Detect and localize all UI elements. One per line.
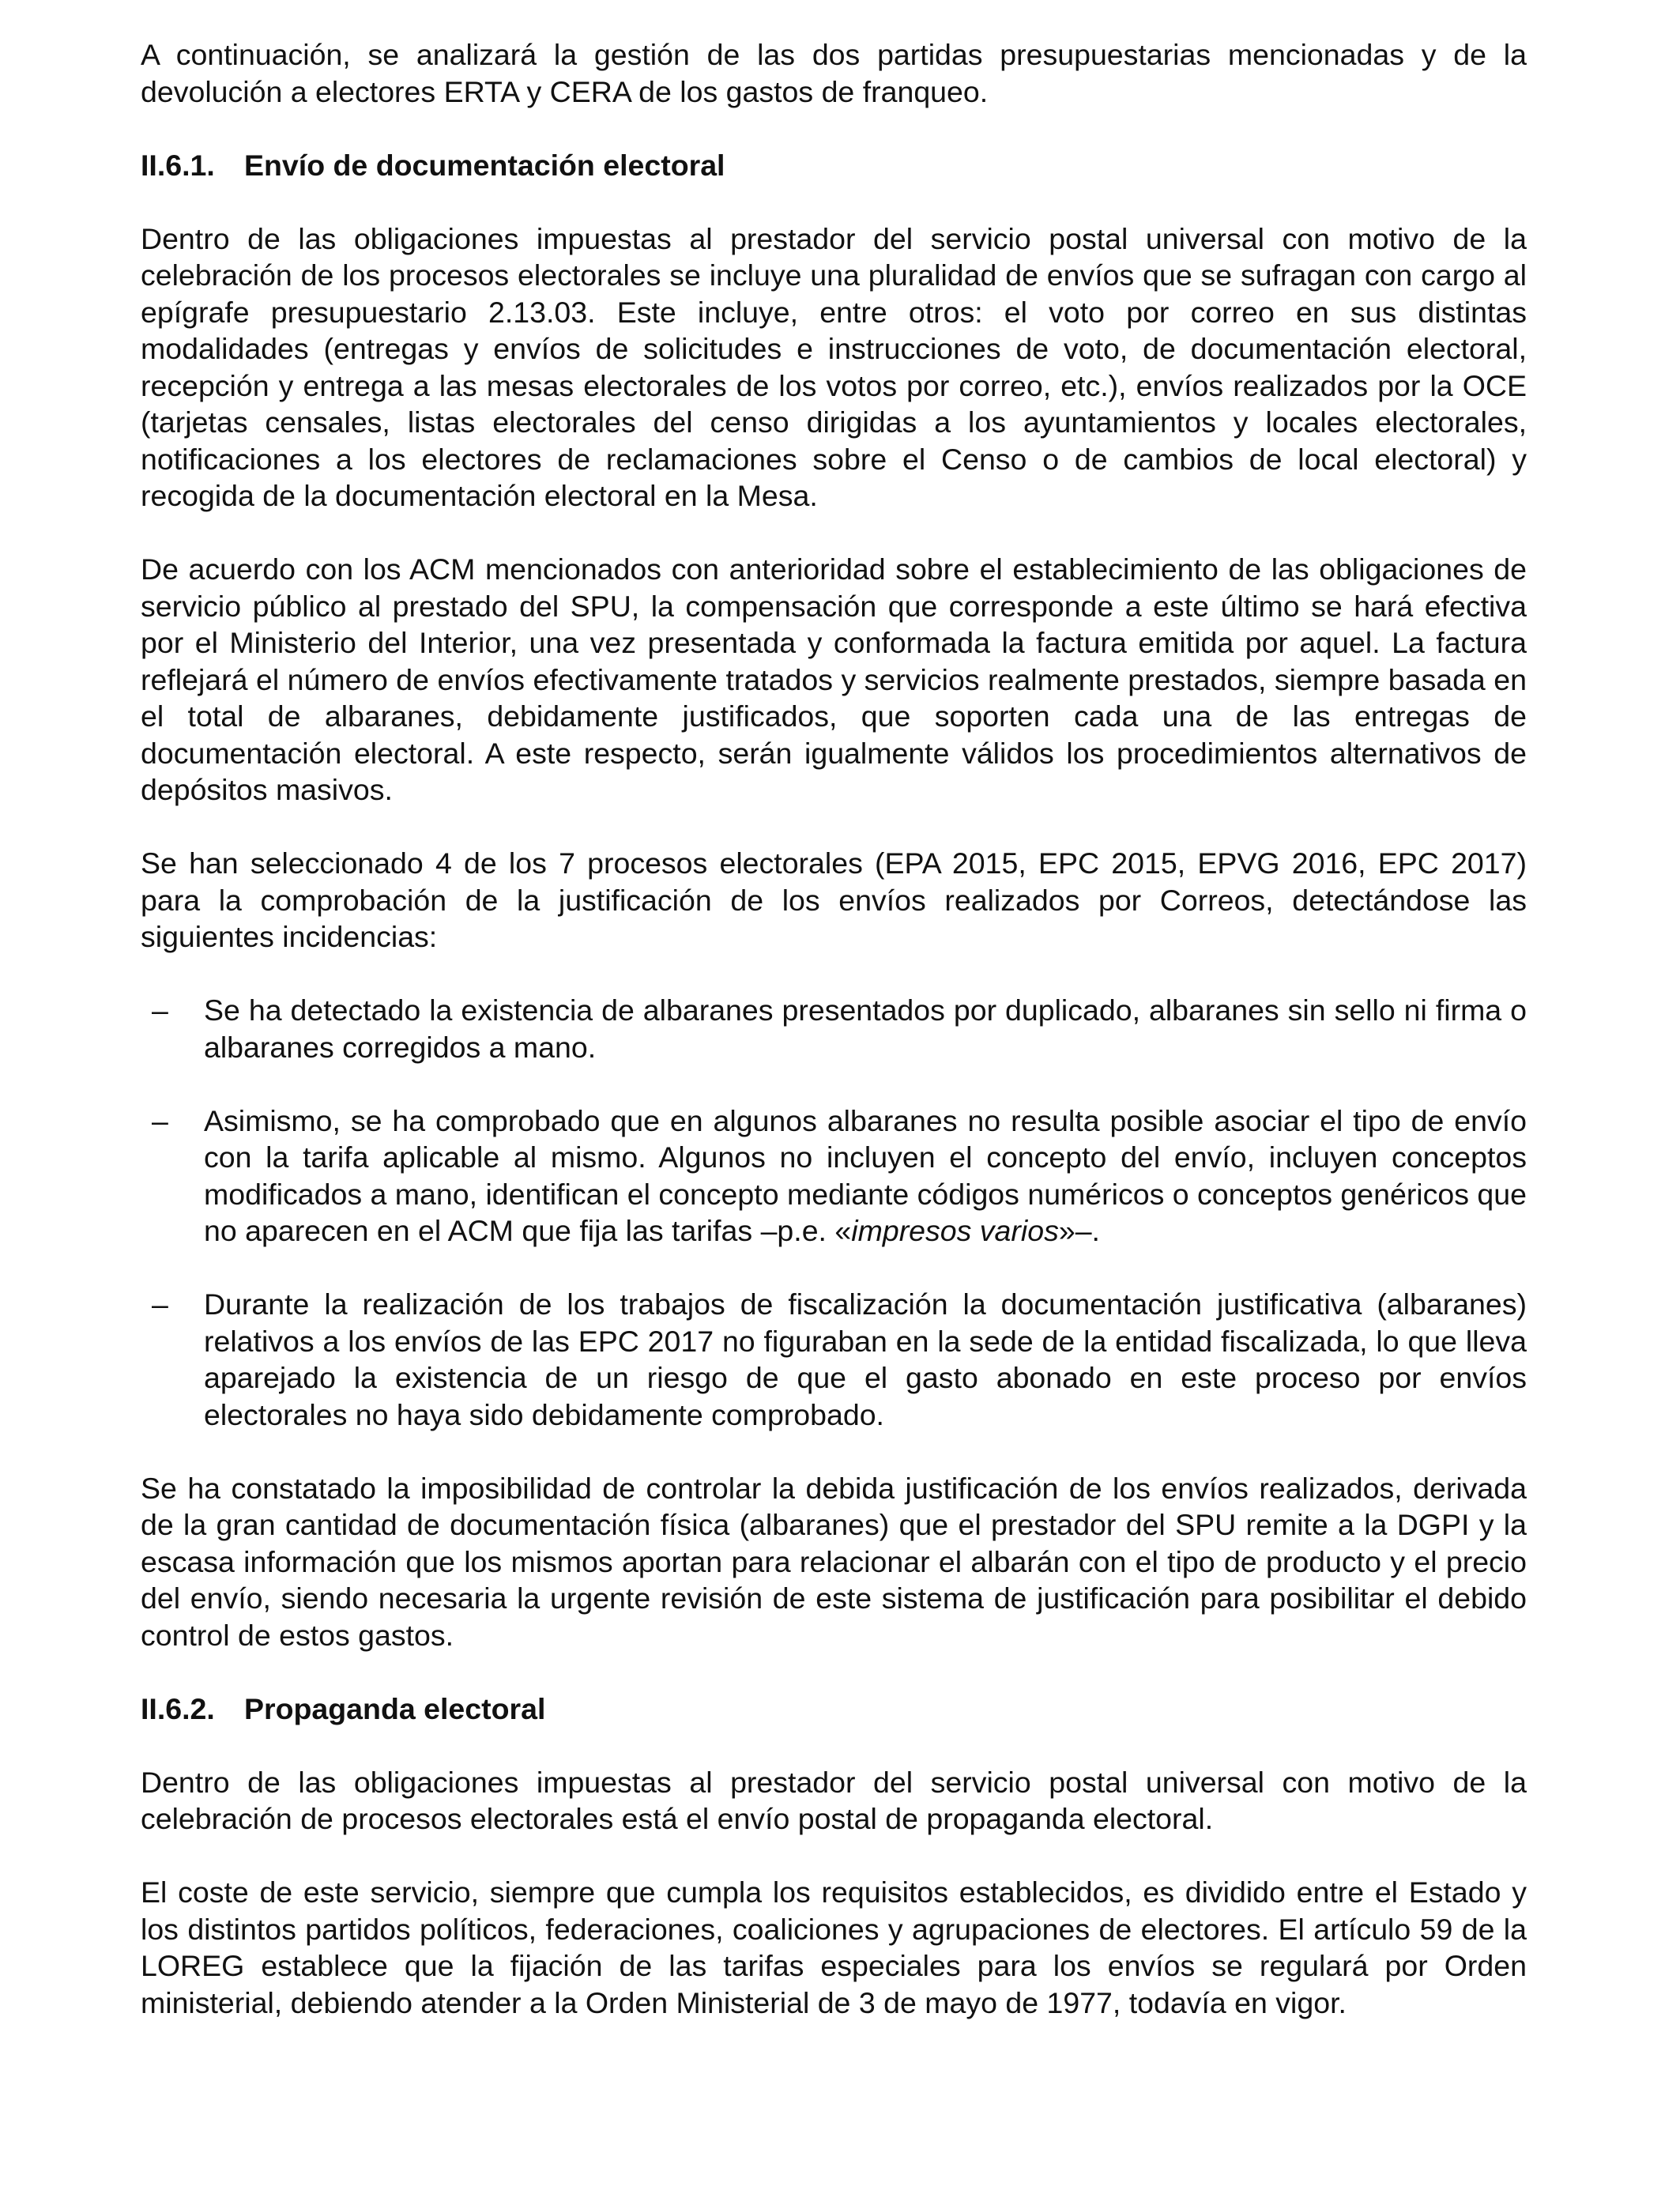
- list-item-text-end: »–.: [1058, 1214, 1100, 1247]
- section-title: Propaganda electoral: [244, 1691, 546, 1725]
- section-number: II.6.1.: [141, 148, 215, 182]
- section-heading-envio: [141, 147, 1527, 184]
- paragraph-obligaciones: Dentro de las obligaciones impuestas al prestador del servicio postal universal con motivo de la celebración de los procesos electorales se incluye una pluralidad de envíos que se sufragan con cargo al epígrafe presupuestario 2.13.03. Este incluye, entre otros: el voto por correo en sus distintas modalidades (entregas y envíos de solicitudes e instrucciones de voto, de documentación electoral, recepción y entrega a las mesas electorales de los votos por correo, etc.), envíos realizados por la OCE (tarjetas censales, listas electorales del censo dirigidas a los ayuntamientos y locales electorales, notificaciones a los electores de reclamaciones sobre el Censo o de cambios de local electoral) y recogida de la documentación electoral en la Mesa.: [141, 221, 1527, 512]
- list-item-text-start: Asimismo, se ha comprobado que en algunos albaranes no resulta posible asociar el tipo de envío con la tarifa aplicable al mismo. Algunos no incluyen el concepto del envío, incluyen conceptos modificados a mano, identifican el concepto mediante códigos numéricos o conceptos genéricos que no aparecen en el ACM que fija las tarifas –p.e. «: [204, 1103, 1527, 1247]
- paragraph-propaganda-obligaciones: Dentro de las obligaciones impuestas al prestador del servicio postal universal con motivo de la celebración de procesos electorales está el envío postal de propaganda electoral.: [141, 1765, 1527, 1835]
- paragraph-coste: El coste de este servicio, siempre que cumpla los requisitos establecidos, es dividido entre el Estado y los distintos partidos políticos, federaciones, coaliciones y agrupaciones de electores. El artículo 59 de la LOREG establece que la fijación de las tarifas especiales para los envíos se regulará por Orden ministerial, debiendo atender a la Orden Ministerial de 3 de mayo de 1977, todavía en vigor.: [141, 1875, 1527, 2019]
- list-item-text: Durante la realización de los trabajos de fiscalización la documentación justificativa (albaranes) relativos a los envíos de las EPC 2017 no figuraban en la sede de la entidad fiscalizada, lo que lleva aparejado la existencia de un riesgo de que el gasto abonado en este proceso por envíos electorales no haya sido debidamente comprobado.: [204, 1287, 1527, 1431]
- list-item: [141, 1286, 1527, 1433]
- list-item-text: Se ha detectado la existencia de albaranes presentados por duplicado, albaranes sin sello ni firma o albaranes corregidos a mano.: [204, 993, 1527, 1064]
- list-item: [141, 992, 1527, 1065]
- incidencias-list: [141, 992, 1527, 1433]
- paragraph-seleccion: Se han seleccionado 4 de los 7 procesos electorales (EPA 2015, EPC 2015, EPVG 2016, EPC 2017) para la comprobación de la justificación de los envíos realizados por Correos, detectándose las siguientes incidencias:: [141, 846, 1527, 953]
- paragraph-constatado: Se ha constatado la imposibilidad de controlar la debida justificación de los envíos realizados, derivada de la gran cantidad de documentación física (albaranes) que el prestador del SPU remite a la DGPI y la escasa información que los mismos aportan para relacionar el albarán con el tipo de producto y el precio del envío, siendo necesaria la urgente revisión de este sistema de justificación para posibilitar el debido control de estos gastos.: [141, 1471, 1527, 1652]
- document-page: [141, 36, 1527, 2058]
- section-number: II.6.2.: [141, 1691, 215, 1725]
- dash-bullet: –: [152, 1103, 168, 1137]
- list-item-text: [204, 1104, 1527, 1248]
- list-item: [141, 1103, 1527, 1250]
- section-title: Envío de documentación electoral: [244, 148, 725, 182]
- dash-bullet: –: [152, 993, 168, 1027]
- intro-paragraph: A continuación, se analizará la gestión de las dos partidas presupuestarias mencionadas y de la devolución a electores ERTA y CERA de los gastos de franqueo.: [141, 38, 1527, 108]
- list-item-italic-text: impresos varios: [851, 1214, 1059, 1247]
- paragraph-acm: De acuerdo con los ACM mencionados con anterioridad sobre el establecimiento de las obligaciones de servicio público al prestado del SPU, la compensación que corresponde a este último se hará efectiva por el Ministerio del Interior, una vez presentada y conformada la factura emitida por aquel. La factura reflejará el número de envíos efectivamente tratados y servicios realmente prestados, siempre basada en el total de albaranes, debidamente justificados, que soporten cada una de las entregas de documentación electoral. A este respecto, serán igualmente válidos los procedimientos alternativos de depósitos masivos.: [141, 552, 1527, 806]
- dash-bullet: –: [152, 1287, 168, 1321]
- section-heading-propaganda: [141, 1691, 1527, 1728]
